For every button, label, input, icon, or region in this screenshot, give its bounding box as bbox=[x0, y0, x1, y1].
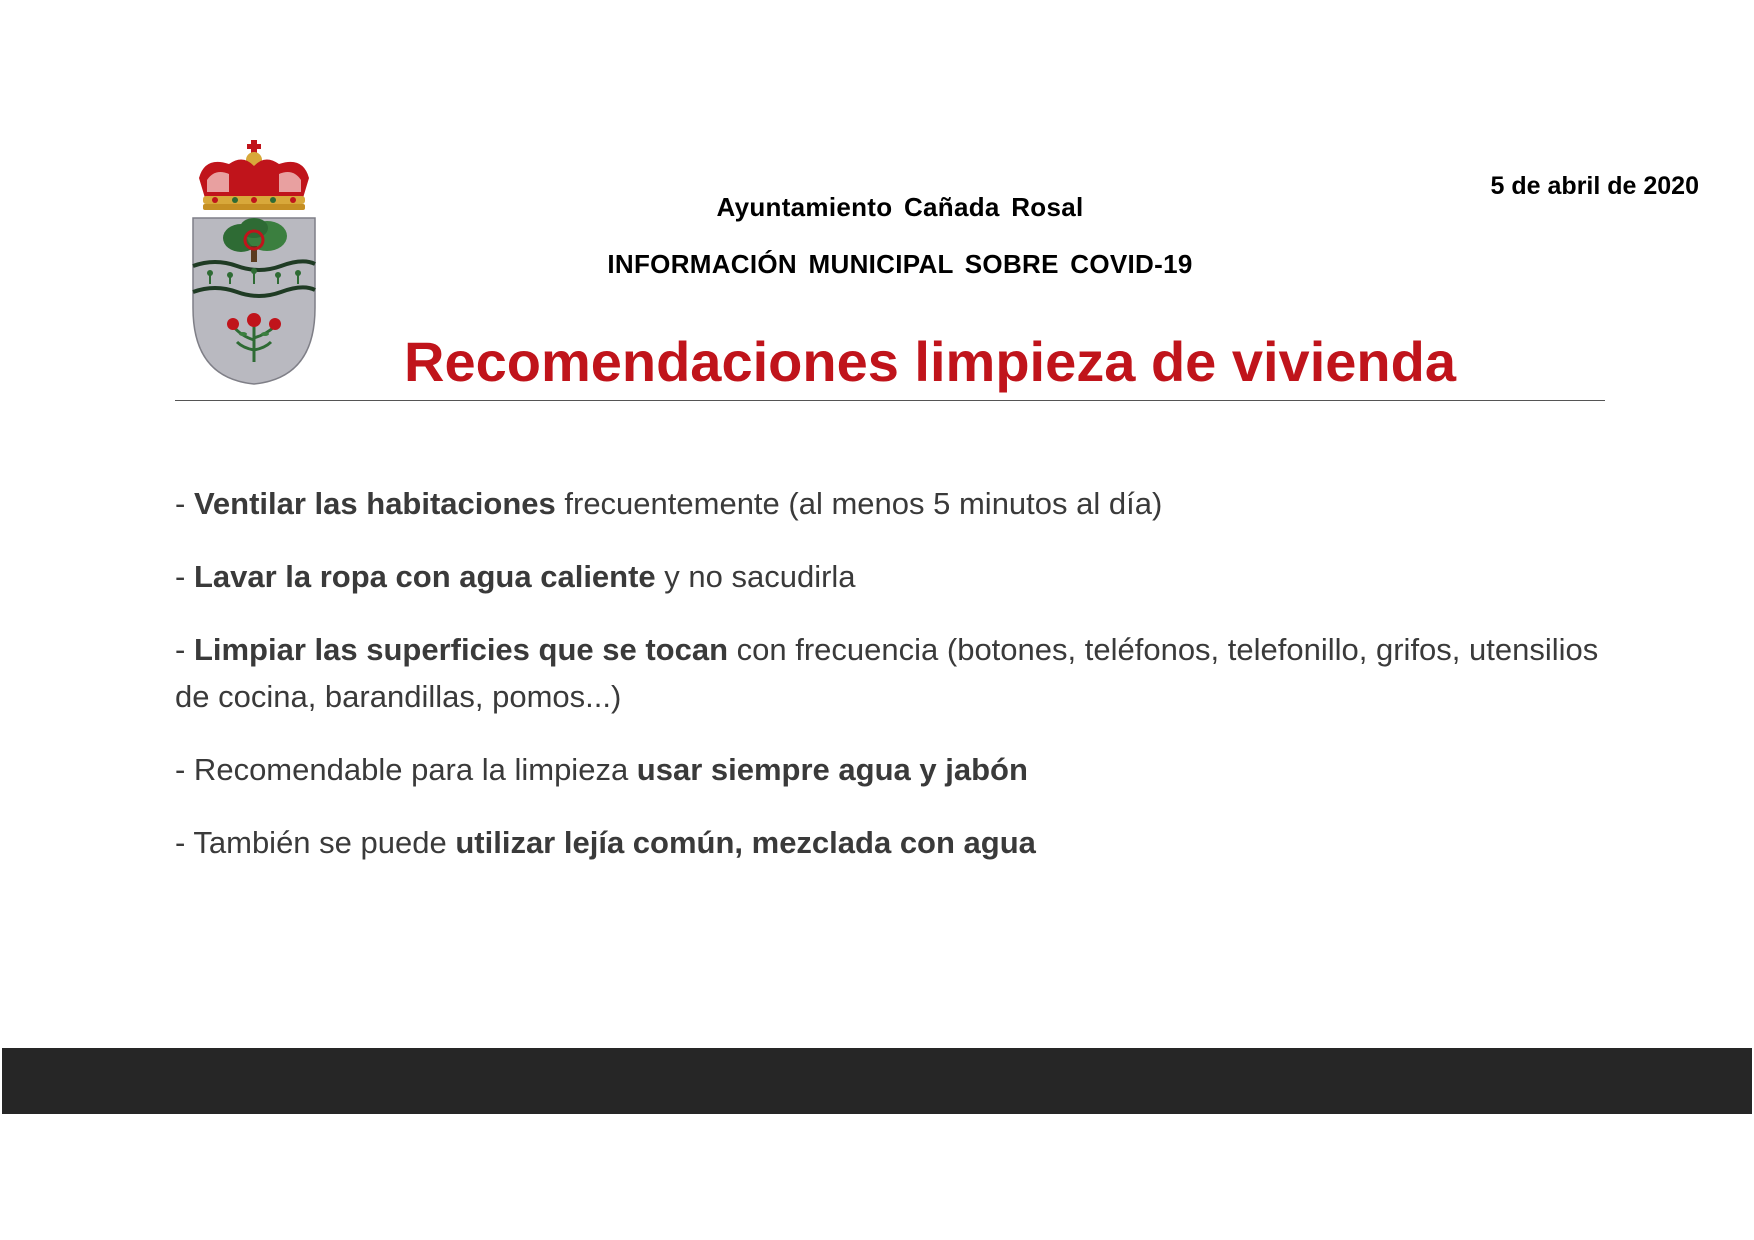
recommendation-item-wash-clothes bbox=[175, 553, 1605, 600]
item-text: frecuentemente (al menos 5 minutos al día) bbox=[555, 486, 1163, 521]
document-date: 5 de abril de 2020 bbox=[1490, 172, 1699, 200]
document-subtitle: INFORMACIÓN MUNICIPAL SOBRE COVID-19 bbox=[607, 249, 1193, 279]
footer-bar bbox=[2, 1048, 1752, 1114]
item-prefix: - bbox=[175, 632, 194, 667]
item-bold-text: usar siempre agua y jabón bbox=[636, 752, 1028, 787]
item-prefix: - bbox=[175, 559, 194, 594]
recommendation-item-clean-surfaces bbox=[175, 626, 1605, 720]
recommendation-list bbox=[175, 480, 1605, 892]
item-bold-text: Ventilar las habitaciones bbox=[193, 486, 556, 521]
item-prefix: - bbox=[175, 486, 194, 521]
item-prefix: - Recomendable para la limpieza bbox=[175, 752, 637, 787]
page-title: Recomendaciones limpieza de vivienda bbox=[404, 330, 1456, 393]
recommendation-item-bleach bbox=[175, 819, 1605, 866]
title-divider bbox=[175, 400, 1605, 401]
item-bold-text: utilizar lejía común, mezclada con agua bbox=[455, 825, 1036, 860]
item-bold-text: Limpiar las superficies que se tocan bbox=[193, 632, 729, 667]
item-text: con frecuencia (botones, teléfonos, telefonillo, grifos, utensilios de cocina, barandillas, pomos...) bbox=[175, 632, 1599, 714]
recommendation-item-ventilate bbox=[175, 480, 1605, 527]
item-bold-text: Lavar la ropa con agua caliente bbox=[193, 559, 656, 594]
item-prefix: - También se puede bbox=[175, 825, 456, 860]
recommendation-item-soap-water bbox=[175, 746, 1605, 793]
organization-name: Ayuntamiento Cañada Rosal bbox=[716, 192, 1084, 222]
item-text: y no sacudirla bbox=[655, 559, 856, 594]
